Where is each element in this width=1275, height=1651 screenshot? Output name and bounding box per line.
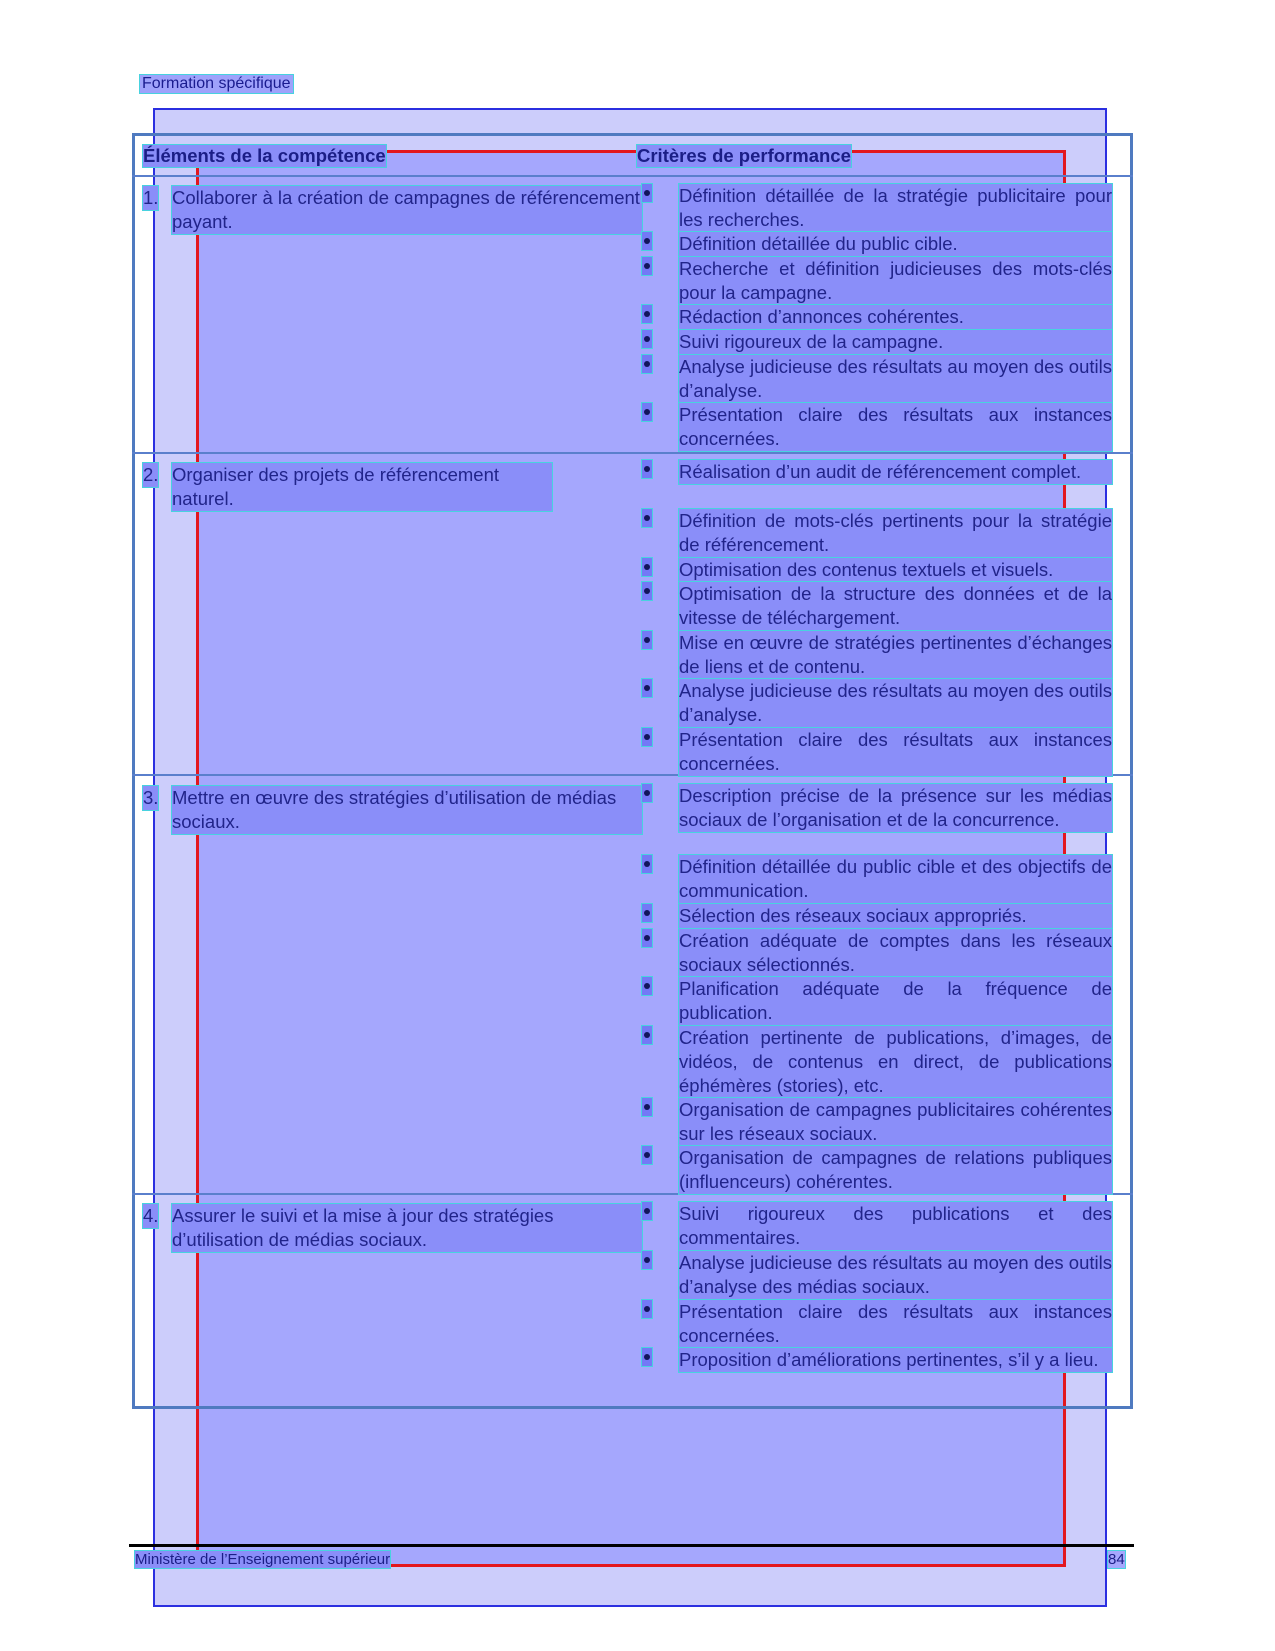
- criterion-item: Organisation de campagnes publicitaires cohérentes sur les réseaux sociaux.: [642, 1098, 1112, 1146]
- col-header-elements: Éléments de la compétence: [143, 145, 386, 166]
- criterion-item: Définition détaillée du public cible.: [642, 232, 1112, 256]
- element-number: 1.: [143, 187, 159, 208]
- criterion-item: Création adéquate de comptes dans les réseaux sociaux sélectionnés.: [642, 929, 1112, 977]
- criterion-item: Définition de mots-clés pertinents pour la stratégie de référencement.: [642, 509, 1112, 557]
- bullet-icon: [642, 855, 652, 873]
- bullet-icon: [642, 631, 652, 649]
- criterion-item: Proposition d’améliorations pertinentes, s’il y a lieu.: [642, 1348, 1112, 1372]
- criterion-item: Analyse judicieuse des résultats au moyen des outils d’analyse.: [642, 679, 1112, 727]
- element-text: Assurer le suivi et la mise à jour des stratégies d’utilisation de médias sociaux.: [172, 1204, 642, 1252]
- bullet-icon: [642, 257, 652, 275]
- page-number: 84: [1108, 1551, 1125, 1568]
- criterion-item: Planification adéquate de la fréquence de publication.: [642, 977, 1112, 1025]
- criterion-item: Réalisation d’un audit de référencement complet.: [642, 460, 1112, 484]
- bullet-icon: [642, 184, 652, 202]
- footer-ministry: Ministère de l’Enseignement supérieur: [135, 1551, 391, 1568]
- header-divider: [132, 175, 1133, 177]
- bullet-icon: [642, 929, 652, 947]
- criterion-item: Définition détaillée de la stratégie publicitaire pour les recherches.: [642, 184, 1112, 232]
- bullet-icon: [642, 1146, 652, 1164]
- bullet-icon: [642, 232, 652, 250]
- bullet-icon: [642, 582, 652, 600]
- element-number: 3.: [143, 787, 159, 808]
- criterion-item: Optimisation des contenus textuels et visuels.: [642, 558, 1112, 582]
- criterion-item: Rédaction d’annonces cohérentes.: [642, 305, 1112, 329]
- bullet-icon: [642, 558, 652, 576]
- criterion-item: Présentation claire des résultats aux instances concernées.: [642, 728, 1112, 776]
- criterion-item: Sélection des réseaux sociaux appropriés.: [642, 904, 1112, 928]
- bullet-icon: [642, 728, 652, 746]
- bullet-icon: [642, 1251, 652, 1269]
- bullet-icon: [642, 1098, 652, 1116]
- criterion-item: Organisation de campagnes de relations publiques (influenceurs) cohérentes.: [642, 1146, 1112, 1194]
- criterion-item: Présentation claire des résultats aux instances concernées.: [642, 403, 1112, 451]
- bullet-icon: [642, 403, 652, 421]
- bullet-icon: [642, 904, 652, 922]
- criterion-item: Suivi rigoureux de la campagne.: [642, 330, 1112, 354]
- criterion-item: Recherche et définition judicieuses des mots-clés pour la campagne.: [642, 257, 1112, 305]
- bullet-icon: [642, 305, 652, 323]
- bullet-icon: [642, 784, 652, 802]
- criterion-item: Création pertinente de publications, d’images, de vidéos, de contenus en direct, de publications éphémères (stories), etc.: [642, 1026, 1112, 1098]
- bullet-icon: [642, 509, 652, 527]
- row-divider-1: [132, 452, 1133, 454]
- bullet-icon: [642, 330, 652, 348]
- criterion-item: Analyse judicieuse des résultats au moyen des outils d’analyse.: [642, 355, 1112, 403]
- criterion-item: Optimisation de la structure des données et de la vitesse de téléchargement.: [642, 582, 1112, 630]
- criterion-item: Définition détaillée du public cible et des objectifs de communication.: [642, 855, 1112, 903]
- footer-rule: [129, 1544, 1134, 1547]
- col-header-criteria: Critères de performance: [637, 145, 851, 166]
- element-number: 2.: [143, 464, 159, 485]
- element-number: 4.: [143, 1205, 159, 1226]
- bullet-icon: [642, 1202, 652, 1220]
- criterion-item: Mise en œuvre de stratégies pertinentes d’échanges de liens et de contenu.: [642, 631, 1112, 679]
- criterion-item: Présentation claire des résultats aux instances concernées.: [642, 1300, 1112, 1348]
- criterion-item: Description précise de la présence sur les médias sociaux de l’organisation et de la concurrence.: [642, 784, 1112, 832]
- criterion-item: Analyse judicieuse des résultats au moyen des outils d’analyse des médias sociaux.: [642, 1251, 1112, 1299]
- bullet-icon: [642, 977, 652, 995]
- bullet-icon: [642, 679, 652, 697]
- bullet-icon: [642, 460, 652, 478]
- bullet-icon: [642, 1348, 652, 1366]
- running-header: Formation spécifique: [142, 75, 291, 92]
- element-text: Collaborer à la création de campagnes de référencement payant.: [172, 186, 642, 234]
- criterion-item: Suivi rigoureux des publications et des commentaires.: [642, 1202, 1112, 1250]
- element-text: Mettre en œuvre des stratégies d’utilisation de médias sociaux.: [172, 786, 642, 834]
- element-text: Organiser des projets de référencement naturel.: [172, 463, 552, 511]
- bullet-icon: [642, 355, 652, 373]
- bullet-icon: [642, 1300, 652, 1318]
- bullet-icon: [642, 1026, 652, 1044]
